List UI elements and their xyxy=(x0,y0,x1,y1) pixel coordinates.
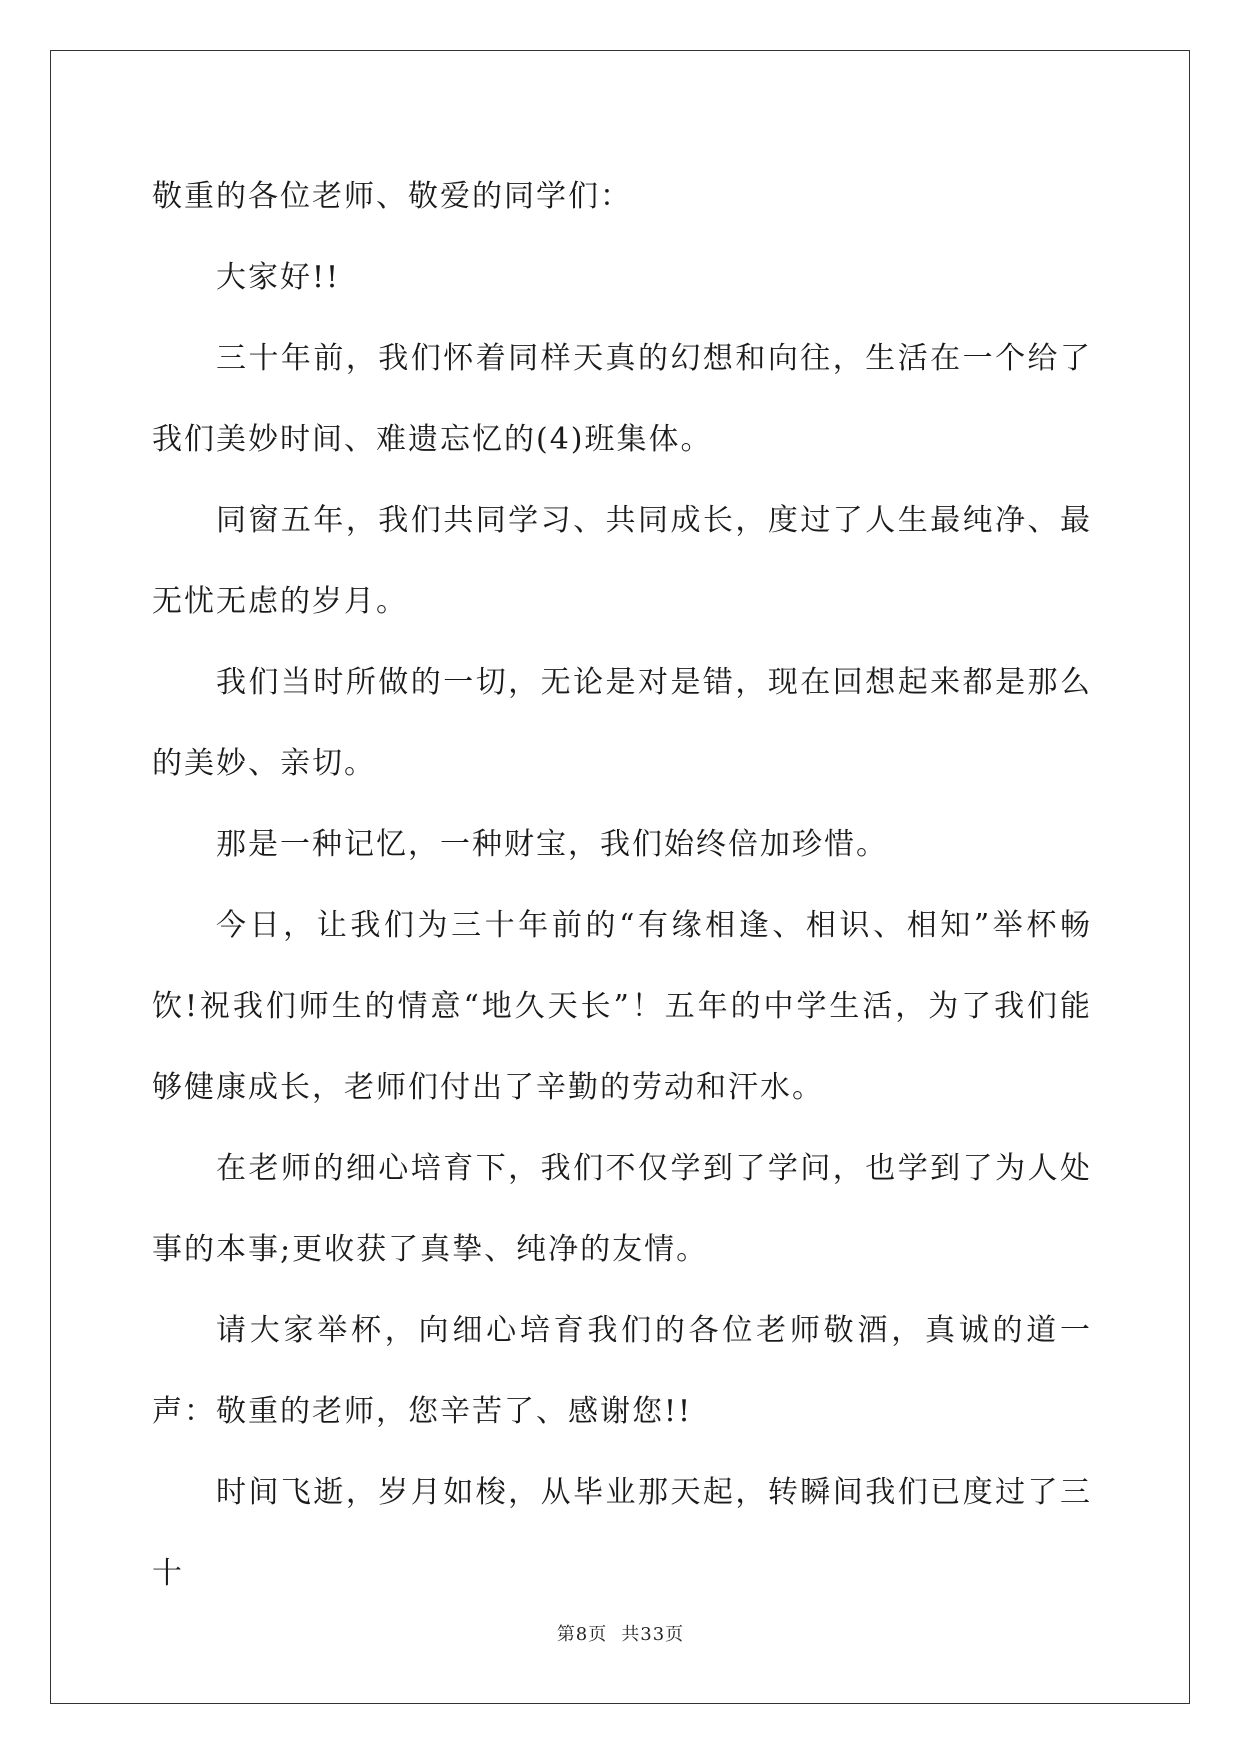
document-body xyxy=(152,156,1092,1614)
paragraph-greeting: 大家好!! xyxy=(216,260,341,295)
page-number: 第8页 xyxy=(556,1624,608,1645)
page-total: 共33页 xyxy=(621,1624,685,1645)
page-footer xyxy=(0,1620,1241,1646)
paragraph: 我们当时所做的一切，无论是对是错，现在回想起来都是那么的美妙、亲切。 xyxy=(152,665,1092,781)
paragraph: 那是一种记忆，一种财宝，我们始终倍加珍惜。 xyxy=(216,827,888,862)
paragraph: 时间飞逝，岁月如梭，从毕业那天起，转瞬间我们已度过了三十 xyxy=(152,1475,1092,1591)
paragraph: 今日，让我们为三十年前的“有缘相逢、相识、相知”举杯畅饮!祝我们师生的情意“地久天长”！五年的中学生活，为了我们能够健康成长，老师们付出了辛勤的劳动和汗水。 xyxy=(152,908,1092,1105)
paragraph: 请大家举杯，向细心培育我们的各位老师敬酒，真诚的道一声：敬重的老师，您辛苦了、感谢您!! xyxy=(152,1313,1092,1429)
paragraph: 同窗五年，我们共同学习、共同成长，度过了人生最纯净、最无忧无虑的岁月。 xyxy=(152,503,1092,619)
paragraph: 在老师的细心培育下，我们不仅学到了学问，也学到了为人处事的本事;更收获了真挚、纯净的友情。 xyxy=(152,1151,1092,1267)
paragraph: 三十年前，我们怀着同样天真的幻想和向往，生活在一个给了我们美妙时间、难遗忘忆的(4)班集体。 xyxy=(152,341,1092,457)
paragraph-salutation: 敬重的各位老师、敬爱的同学们： xyxy=(152,179,632,214)
